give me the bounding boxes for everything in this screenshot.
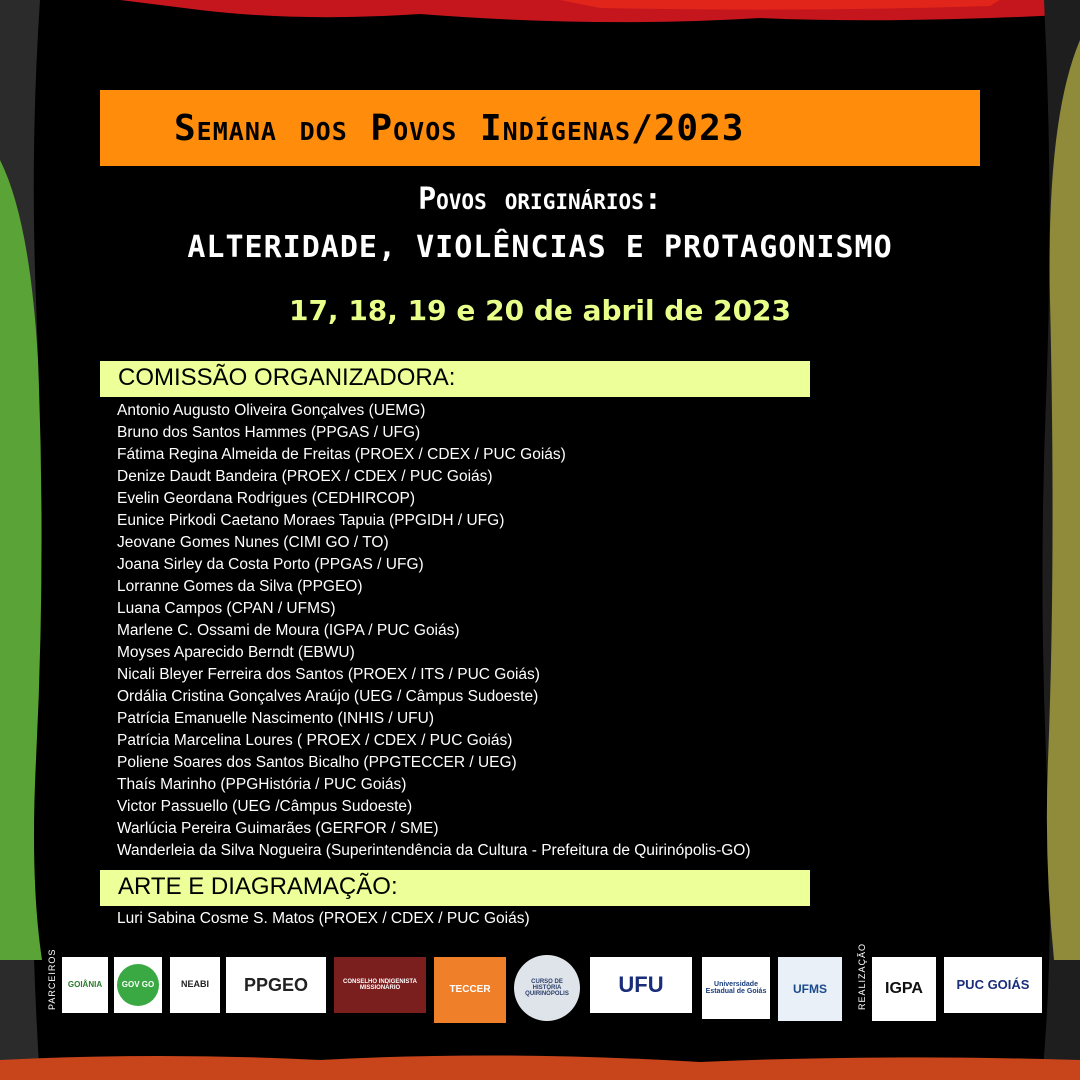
olive-brush-right: [1010, 0, 1080, 1080]
ueg-logo: [702, 957, 770, 1019]
art-heading-bar: [100, 870, 810, 906]
subtitle-line-2: ALTERIDADE, VIOLÊNCIAS E PROTAGONISMO: [187, 230, 893, 265]
art-heading: ARTE E DIAGRAMAÇÃO:: [118, 873, 398, 900]
committee-heading-bar: [100, 361, 810, 397]
list-item: Bruno dos Santos Hammes (PPGAS / UFG): [117, 424, 421, 441]
list-item: Joana Sirley da Costa Porto (PPGAS / UFG): [117, 556, 424, 573]
puc-logo-text: PUC GOIÁS: [956, 977, 1030, 993]
list-item: Marlene C. Ossami de Moura (IGPA / PUC Goiás): [117, 622, 460, 639]
ufms-logo: [778, 957, 842, 1021]
list-item: Antonio Augusto Oliveira Gonçalves (UEMG): [117, 402, 426, 419]
igpa-logo: [872, 957, 936, 1021]
ufu-logo-text: UFU: [618, 972, 664, 998]
list-item: Luana Campos (CPAN / UFMS): [117, 600, 336, 617]
orange-brush-bottom: [0, 1030, 1080, 1080]
list-item: Luri Sabina Cosme S. Matos (PROEX / CDEX / PUC Goiás): [117, 910, 530, 927]
list-item: Wanderleia da Silva Nogueira (Superintendência da Cultura - Prefeitura de Quirinópolis-GO): [117, 842, 751, 859]
ppgeo-logo: [226, 957, 326, 1013]
art-list: [117, 908, 530, 930]
list-item: Patrícia Emanuelle Nascimento (INHIS / UFU): [117, 710, 434, 727]
puc-goias-logo: [944, 957, 1042, 1013]
list-item: Nicali Bleyer Ferreira dos Santos (PROEX / ITS / PUC Goiás): [117, 666, 540, 683]
goiania-logo: [62, 957, 108, 1013]
event-dates: 17, 18, 19 e 20 de abril de 2023: [288, 294, 792, 327]
ufu-logo: [590, 957, 692, 1013]
list-item: Fátima Regina Almeida de Freitas (PROEX / CDEX / PUC Goiás): [117, 446, 566, 463]
govgo-logo: [114, 957, 162, 1013]
realization-label: REALIZAÇÃO: [857, 942, 867, 1010]
teccer-logo: [434, 957, 506, 1023]
list-item: Victor Passuello (UEG /Câmpus Sudoeste): [117, 798, 413, 815]
red-brush-top: [0, 0, 1080, 40]
historia-quirinopolis-logo: [514, 955, 580, 1021]
title-bar: [100, 90, 980, 166]
igpa-logo-text: IGPA: [885, 979, 923, 997]
neabi-logo: [170, 957, 220, 1013]
ueg-logo-text: Universidade Estadual de Goiás: [705, 980, 767, 995]
subtitle-line-1: Povos originários:: [418, 182, 662, 217]
ppgeo-logo-text: PPGEO: [243, 974, 309, 995]
green-brush-left: [0, 0, 70, 1080]
list-item: Eunice Pirkodi Caetano Moraes Tapuia (PPGIDH / UFG): [117, 512, 505, 529]
list-item: Lorranne Gomes da Silva (PPGEO): [117, 578, 363, 595]
list-item: Evelin Geordana Rodrigues (CEDHIRCOP): [117, 490, 416, 507]
cimi-logo: [334, 957, 426, 1013]
historia-logo-text: CURSO DE HISTÓRIA QUIRINÓPOLIS: [525, 978, 569, 998]
list-item: Moyses Aparecido Berndt (EBWU): [117, 644, 355, 661]
cimi-logo-text: CONSELHO INDIGENISTA MISSIONÁRIO: [343, 978, 417, 991]
list-item: Thaís Marinho (PPGHistória / PUC Goiás): [117, 776, 407, 793]
list-item: Patrícia Marcelina Loures ( PROEX / CDEX / PUC Goiás): [117, 732, 513, 749]
committee-heading: COMISSÃO ORGANIZADORA:: [118, 364, 456, 391]
neabi-logo-text: NEABI: [180, 979, 209, 990]
list-item: Warlúcia Pereira Guimarães (GERFOR / SME): [117, 820, 439, 837]
partners-label: PARCEIROS: [47, 948, 57, 1010]
list-item: Denize Daudt Bandeira (PROEX / CDEX / PUC Goiás): [117, 468, 493, 485]
govgo-logo-text: GOV GO: [121, 979, 155, 989]
page-title: Semana dos Povos Indígenas/2023: [174, 107, 745, 149]
govgo-badge: [117, 964, 159, 1006]
goiania-logo-text: GOIÂNIA: [67, 979, 103, 989]
list-item: Poliene Soares dos Santos Bicalho (PPGTECCER / UEG): [117, 754, 517, 771]
list-item: Jeovane Gomes Nunes (CIMI GO / TO): [117, 534, 389, 551]
ufms-logo-text: UFMS: [793, 981, 827, 996]
committee-list: [117, 400, 751, 862]
list-item: Ordália Cristina Gonçalves Araújo (UEG / Câmpus Sudoeste): [117, 688, 539, 705]
teccer-logo-text: TECCER: [449, 983, 491, 995]
